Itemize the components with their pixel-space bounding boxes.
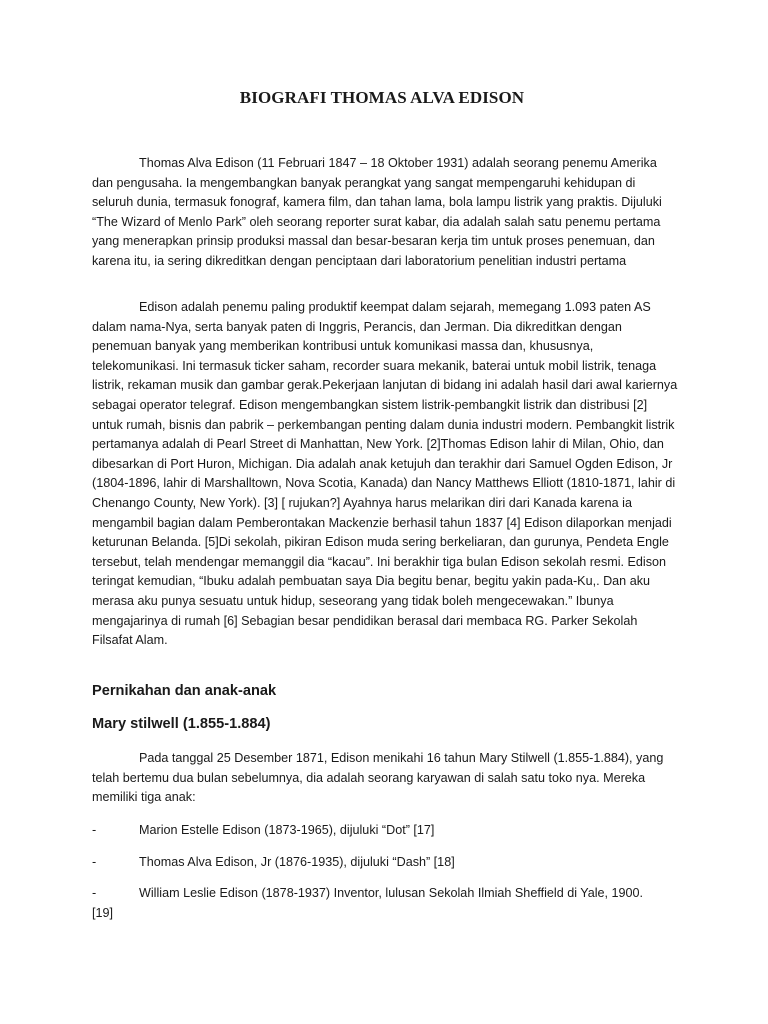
list-item-text: Marion Estelle Edison (1873-1965), dijuluki “Dot” [17] [139, 823, 435, 837]
intro-paragraph: Thomas Alva Edison (11 Februari 1847 – 18 Oktober 1931) adalah seorang penemu Amerika dan pengusaha. Ia mengembangkan banyak perangkat yang sangat mempengaruhi kehidupan di seluruh dunia, termasuk fonograf, kamera film, dan tahan lama, bola lampu listrik yang praktis. Dijuluki “The Wizard of Menlo Park” oleh seorang reporter surat kabar, dia adalah salah satu penemu pertama yang menerapkan prinsip produksi massal dan besar-besaran kerja tim untuk proses penemuan, dan karena itu, ia sering dikreditkan dengan penciptaan dari laboratorium penelitian industri pertama [92, 156, 662, 268]
subheading: Mary stilwell (1.855-1.884) [92, 716, 271, 732]
list-item [92, 852, 678, 872]
career-paragraph: Edison adalah penemu paling produktif keempat dalam sejarah, memegang 1.093 paten AS dalam nama-Nya, serta banyak paten di Inggris, Perancis, dan Jerman. Dia dikreditkan dengan penemuan banyak yang memberikan kontribusi untuk komunikasi massa dan, khususnya, telekomunikasi. Ini termasuk ticker saham, recorder suara mekanik, baterai untuk mobil listrik, tenaga listrik, rekaman musik dan gambar gerak.Pekerjaan lanjutan di bidang ini adalah hasil dari awal kariernya sebagai operator telegraf. Edison mengembangkan sistem listrik-pembangkit listrik dan distribusi [2] untuk rumah, bisnis dan pabrik – perkembangan penting dalam dunia industri modern. Pembangkit listrik pertamanya adalah di Pearl Street di Manhattan, New York. [2]Thomas Edison lahir di Milan, Ohio, dan dibesarkan di Port Huron, Michigan. Dia adalah anak ketujuh dan terakhir dari Samuel Ogden Edison, Jr (1804-1896, lahir di Marshalltown, Nova Scotia, Kanada) dan Nancy Matthews Elliott (1810-1871, lahir di Chenango County, New York). [3] [ rujukan?] Ayahnya harus melarikan diri dari Kanada karena ia mengambil bagian dalam Pemberontakan Mackenzie berhasil tahun 1837 [4] Edison dilaporkan menjadi keturunan Belanda. [5]Di sekolah, pikiran Edison muda sering berkeliaran, dan gurunya, Pendeta Engle tersebut, telah mendengar memanggil dia “kacau”. Ini berakhir tiga bulan Edison sekolah resmi. Edison teringat kemudian, “Ibuku adalah pembuatan saya Dia begitu benar, begitu yakin pada-Ku,. Dan aku merasa aku punya sesuatu untuk hidup, seseorang yang tidak boleh mengecewakan.” Ibunya mengajarinya di rumah [6] Sebagian besar pendidikan berasal dari membaca RG. Parker Sekolah Filsafat Alam. [92, 300, 678, 648]
list-item [92, 820, 678, 840]
marriage-paragraph: Pada tanggal 25 Desember 1871, Edison menikahi 16 tahun Mary Stilwell (1.855-1.884), yang telah bertemu dua bulan sebelumnya, dia adalah seorang karyawan di salah satu toko nya. Mereka memiliki tiga anak: [92, 751, 664, 805]
list-item-text: Thomas Alva Edison, Jr (1876-1935), dijuluki “Dash” [18] [139, 855, 455, 869]
list-item-continuation: [19] [92, 906, 114, 920]
section-heading: Pernikahan dan anak-anak [92, 683, 277, 699]
document-title: BIOGRAFI THOMAS ALVA EDISON [239, 88, 525, 107]
list-item [92, 883, 678, 923]
list-bullet: - [92, 886, 97, 900]
list-bullet: - [92, 855, 97, 869]
list-item-text: William Leslie Edison (1878-1937) Inventor, lulusan Sekolah Ilmiah Sheffield di Yale, 1900. [139, 886, 644, 900]
list-bullet: - [92, 823, 97, 837]
